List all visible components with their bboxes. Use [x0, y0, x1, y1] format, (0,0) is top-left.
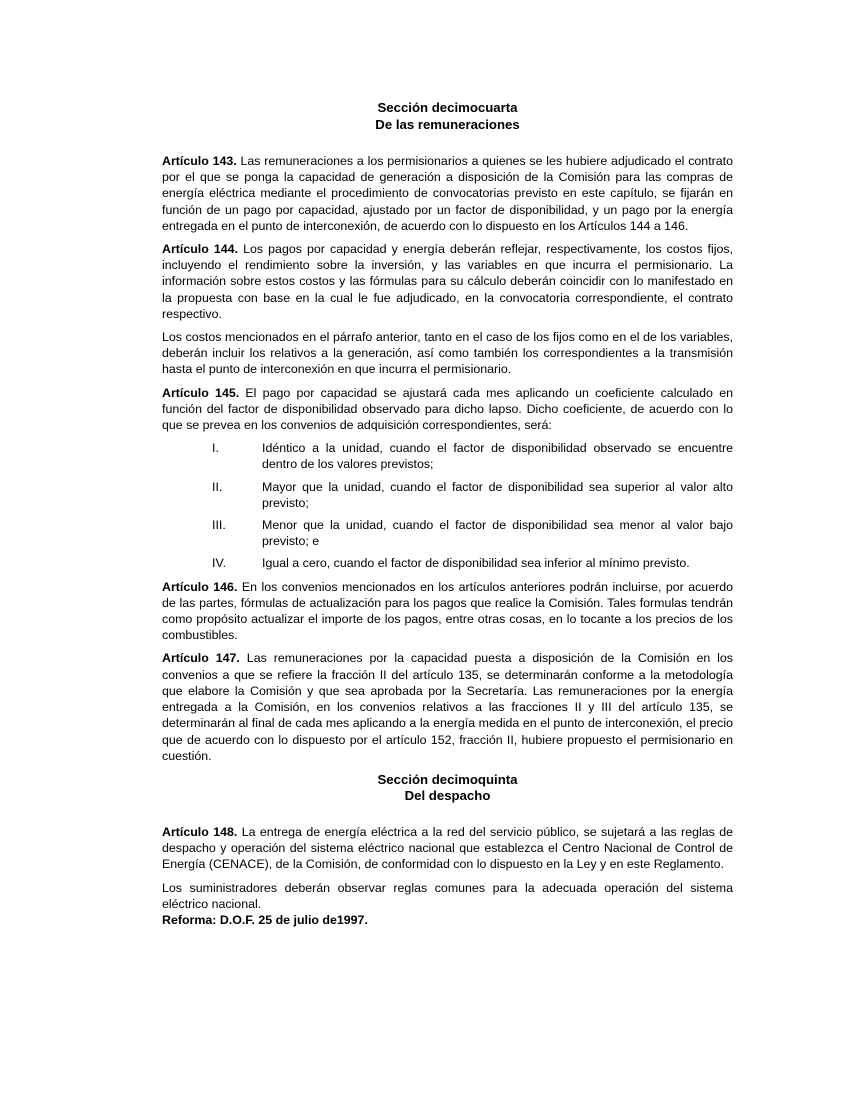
article-text: La entrega de energía eléctrica a la red del servicio público, se sujetará a las reglas de despacho y operación del sistema eléctrico nacional que establezca el Centro Nacional de Control de Energía (CENACE), de la Comisión, de conformidad con lo dispuesto en la Ley y en este Reglamento. — [162, 824, 733, 872]
section-subtitle: Del despacho — [404, 788, 491, 804]
fraction-list — [162, 440, 733, 571]
reform-note: Reforma: D.O.F. 25 de julio de1997. — [162, 912, 368, 927]
article-text: Las remuneraciones por la capacidad puesta a disposición de la Comisión en los convenios a que se refiere la fracción II del artículo 135, se determinarán conforme a la metodología que elabore la Comisión y que sea aprobada por la Secretaría. Las remuneraciones por la energía entregada a la Comisión, en los convenios relativos a las fracciones II y III del artículo 135, se determinarán al final de cada mes aplicando a la energía medida en el punto de interconexión, el precio que de acuerdo con lo dispuesto por el artículo 152, fracción II, hubiere propuesto el permisionario en cuestión. — [162, 651, 734, 763]
list-item — [162, 479, 733, 511]
article-148 — [162, 824, 733, 873]
article-number: Artículo 145. — [162, 385, 240, 400]
fraction-text: Igual a cero, cuando el factor de disponibilidad sea inferior al mínimo previsto. — [262, 556, 690, 571]
article-text: En los convenios mencionados en los artículos anteriores podrán incluirse, por acuerdo de las partes, fórmulas de actualización para los pagos que realice la Comisión. Tales formulas tendrán como propósito actualizar el importe de los pagos, entre otras cosas, en lo tocante a los precios de los combustibles. — [162, 579, 733, 643]
list-item — [162, 440, 733, 472]
article-145 — [162, 385, 733, 434]
section-title: Sección decimocuarta — [377, 100, 518, 115]
list-item — [162, 555, 733, 571]
fraction-number: III. — [212, 518, 226, 533]
article-146 — [162, 579, 733, 644]
fraction-number: IV. — [212, 556, 227, 571]
article-148-paragraph-2: Los suministradores deberán observar reglas comunes para la adecuada operación del sistema eléctrico nacional. — [162, 880, 733, 911]
article-number: Artículo 144. — [162, 242, 239, 257]
article-text: Las remuneraciones a los permisionarios a quienes se les hubiere adjudicado el contrato por el que se ponga la capacidad de generación a disposición de la Comisión para las compras de energía eléctrica mediante el procedimiento de convocatorias previsto en este capítulo, se fijarán en función de un pago por capacidad, ajustado por un factor de disponibilidad, y un pago por la energía entregada en el punto de interconexión, de acuerdo con lo dispuesto en los Artículos 144 a 146. — [162, 154, 733, 233]
article-text: El pago por capacidad se ajustará cada mes aplicando un coeficiente calculado en función del factor de disponibilidad observado para dicho lapso. Dicho coeficiente, de acuerdo con lo que se prevea en los convenios de adquisición correspondientes, será: — [162, 385, 733, 433]
article-143 — [162, 153, 733, 234]
section-subtitle: De las remuneraciones — [375, 116, 520, 132]
article-number: Artículo 147. — [162, 651, 240, 666]
article-144 — [162, 241, 733, 322]
article-number: Artículo 143. — [162, 154, 237, 168]
article-number: Artículo 146. — [162, 579, 238, 594]
fraction-number: I. — [212, 441, 219, 456]
article-144-paragraph-2: Los costos mencionados en el párrafo anterior, tanto en el caso de los fijos como en el de los variables, deberán incluir los relativos a la generación, así como también los correspondientes a la transmisión hasta el punto de interconexión en que incurra el permisionario. — [162, 330, 733, 377]
document-page — [162, 0, 733, 935]
article-number: Artículo 148. — [162, 824, 238, 839]
fraction-text: Idéntico a la unidad, cuando el factor de disponibilidad observado se encuentre dentro de los valores previstos; — [262, 441, 733, 472]
article-text: Los pagos por capacidad y energía deberán reflejar, respectivamente, los costos fijos, incluyendo el rendimiento sobre la inversión, y las variables en que incurra el permisionario. La información sobre estos costos y las fórmulas para su cálculo deberán coincidir con lo manifestado en la propuesta con base en la cual le fue adjudicado, en la convocatoria correspondiente, el contrato respectivo. — [162, 242, 733, 321]
list-item — [162, 517, 733, 549]
article-147 — [162, 650, 733, 763]
fraction-number: II. — [212, 479, 223, 494]
section-title: Sección decimoquinta — [377, 771, 518, 787]
fraction-text: Mayor que la unidad, cuando el factor de disponibilidad sea superior al valor alto previsto; — [262, 479, 733, 510]
fraction-text: Menor que la unidad, cuando el factor de disponibilidad sea menor al valor bajo previsto; e — [262, 518, 733, 549]
